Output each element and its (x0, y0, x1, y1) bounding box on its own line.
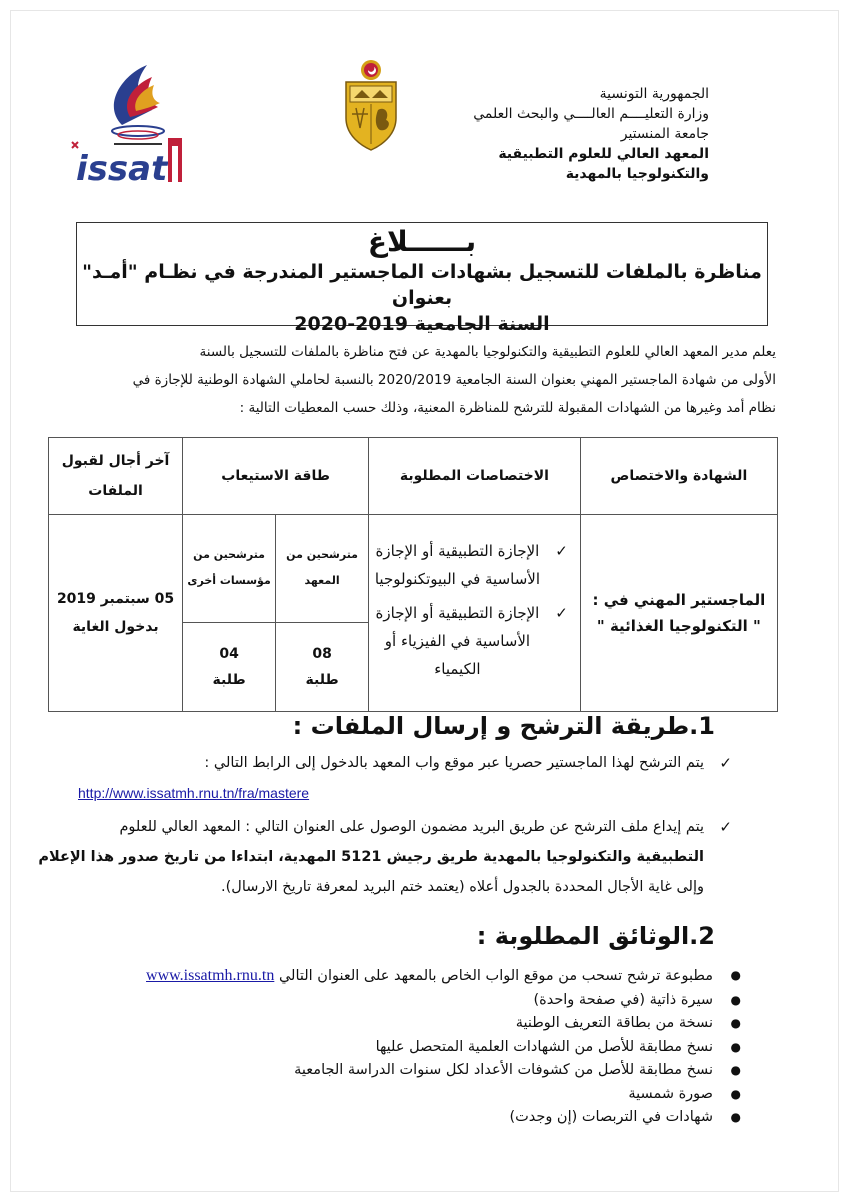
capacity-internal-value: 08 (312, 645, 332, 662)
list-item (121, 1083, 741, 1107)
document-text: نسخ مطابقة للأصل من الشهادات العلمية المتحصل عليها (375, 1038, 713, 1055)
list-item (121, 1059, 741, 1083)
specialties-cell (369, 515, 581, 712)
capacity-internal-label: مترشحين من المعهد (276, 515, 369, 623)
table-row (49, 515, 778, 623)
announcement-year: السنة الجامعية 2019-2020 (294, 313, 550, 335)
website-link[interactable]: www.issatmh.rnu.tn (146, 967, 275, 984)
bullet-icon: ● (730, 1086, 741, 1101)
capacity-external-unit: طلبة (212, 671, 246, 688)
degree-cell (580, 515, 777, 712)
document-text: صورة شمسية (628, 1085, 713, 1102)
checkmark-icon: ✓ (555, 604, 568, 622)
capacity-external-value: 04 (219, 645, 239, 662)
deadline-date: 05 سبتمبر 2019 (56, 591, 175, 607)
document-text: شهادات في التربصات (إن وجدت) (509, 1109, 713, 1125)
required-documents-list (121, 964, 741, 1130)
col-header-degree: الشهادة والاختصاص (580, 438, 777, 515)
document-text: سيرة ذاتية (في صفحة واحدة) (533, 991, 713, 1008)
issat-logo-text: issat (76, 149, 168, 186)
document-text: نسخ مطابقة للأصل من كشوفات الأعداد لكل سنوات الدراسة الجامعية (294, 1062, 713, 1078)
checkmark-icon: ✓ (555, 542, 568, 560)
document-text: نسخة من بطاقة التعريف الوطنية (515, 1015, 713, 1031)
capacity-external-value-cell (183, 622, 276, 711)
header-line-institute: المعهد العالي للعلوم التطبيقية (498, 146, 709, 162)
list-item (121, 964, 741, 989)
list-item (121, 989, 741, 1013)
capacity-internal-value-cell (276, 622, 369, 711)
section1-item2-line: وإلى غاية الأجال المحددة بالجدول أعلاه (يعتمد ختم البريد لمعرفة تاريخ الارسال). (221, 879, 704, 895)
bullet-icon: ● (730, 1016, 741, 1030)
specialty-item (373, 537, 568, 593)
capacity-external-label: مترشحين من مؤسسات أخرى (183, 515, 276, 623)
institution-header (449, 84, 709, 184)
coat-of-arms-icon (340, 58, 402, 152)
section1-item2 (38, 812, 732, 902)
capacity-internal-unit: طلبة (305, 671, 339, 688)
section1-title: 1.طريقة الترشح و إرسال الملفات : (292, 712, 715, 740)
col-header-capacity: طاقة الاستيعاب (183, 438, 369, 515)
section1-link-row (78, 778, 704, 809)
announcement-heading: بــــــلاغ (367, 225, 477, 258)
list-item (121, 1012, 741, 1036)
degree-name: " التكنولوجيا الغذائية " (596, 617, 761, 635)
section1-item2-line: يتم إيداع ملف الترشح عن طريق البريد مضمون الوصول على العنوان التالي : المعهد العالي للعلوم (119, 819, 704, 835)
bullet-icon: ● (730, 1063, 741, 1077)
bullet-icon: ● (730, 992, 741, 1007)
announcement-title-box (76, 222, 768, 335)
section1-item1 (78, 748, 732, 809)
checkmark-icon: ✓ (719, 818, 732, 836)
document-text: مطبوعة ترشح تسحب من موقع الواب الخاص بالمعهد على العنوان التالي (278, 968, 713, 984)
application-link[interactable]: http://www.issatmh.rnu.tn/fra/mastere (78, 785, 310, 801)
specialty-text: الإجازة التطبيقية أو الإجازة الأساسية في البيوتكنولوجيا (374, 542, 541, 588)
section1-item2-line: التطبيقية والتكنولوجيا بالمهدية طريق رجيش 5121 المهدية، ابتداءا من تاريخ صدور هذا الإعلام (38, 849, 704, 865)
table-header-row (49, 438, 778, 515)
section2-title: 2.الوثائق المطلوبة : (476, 922, 715, 950)
bullet-icon: ● (730, 1110, 741, 1124)
issat-logo (64, 130, 194, 186)
list-item (121, 1036, 741, 1060)
header-line-institute-2: والتكنولوجيا بالمهدية (565, 166, 709, 182)
bullet-icon: ● (730, 1039, 741, 1054)
deadline-cell (49, 515, 183, 712)
announcement-subtitle: مناظرة بالملفات للتسجيل بشهادات الماجستير المندرجة في نظـام "أمـد" بعنوان (82, 261, 762, 309)
specialty-text: الإجازة التطبيقية أو الإجازة الأساسية في الفيزياء أو الكيمياء (375, 604, 540, 678)
header-line-ministry: وزارة التعليــــم العالــــي والبحث العلمي (473, 106, 709, 122)
deadline-note: بدخول الغاية (72, 619, 159, 635)
header-line-university: جامعة المنستير (620, 126, 709, 142)
intro-line: نظام أمد وغيرها من الشهادات المقبولة للترشح للمناظرة المعنية، وذلك حسب المعطيات التالية : (239, 400, 776, 416)
intro-line: الأولى من شهادة الماجستير المهني بعنوان السنة الجامعية 2020/2019 بالنسبة لحاملي الشهادة الوطنية للإجازة في (132, 372, 776, 388)
col-header-deadline: آخر أجال لقبول الملفات (49, 438, 183, 515)
header-line-republic: الجمهورية التونسية (599, 86, 709, 102)
degree-title: الماجستير المهني في : (592, 591, 766, 609)
bullet-icon: ● (730, 968, 741, 982)
intro-line: يعلم مدير المعهد العالي للعلوم التطبيقية والتكنولوجيا بالمهدية عن فتح مناظرة بالملفات للتسجيل بالسنة (199, 344, 776, 360)
program-table (48, 437, 778, 712)
section1-item1-text: يتم الترشح لهذا الماجستير حصريا عبر موقع واب المعهد بالدخول إلى الرابط التالي : (204, 755, 704, 771)
intro-paragraph (76, 338, 776, 422)
col-header-specialties: الاختصاصات المطلوبة (369, 438, 581, 515)
list-item (121, 1106, 741, 1130)
checkmark-icon: ✓ (719, 754, 732, 772)
specialty-item (373, 599, 568, 683)
